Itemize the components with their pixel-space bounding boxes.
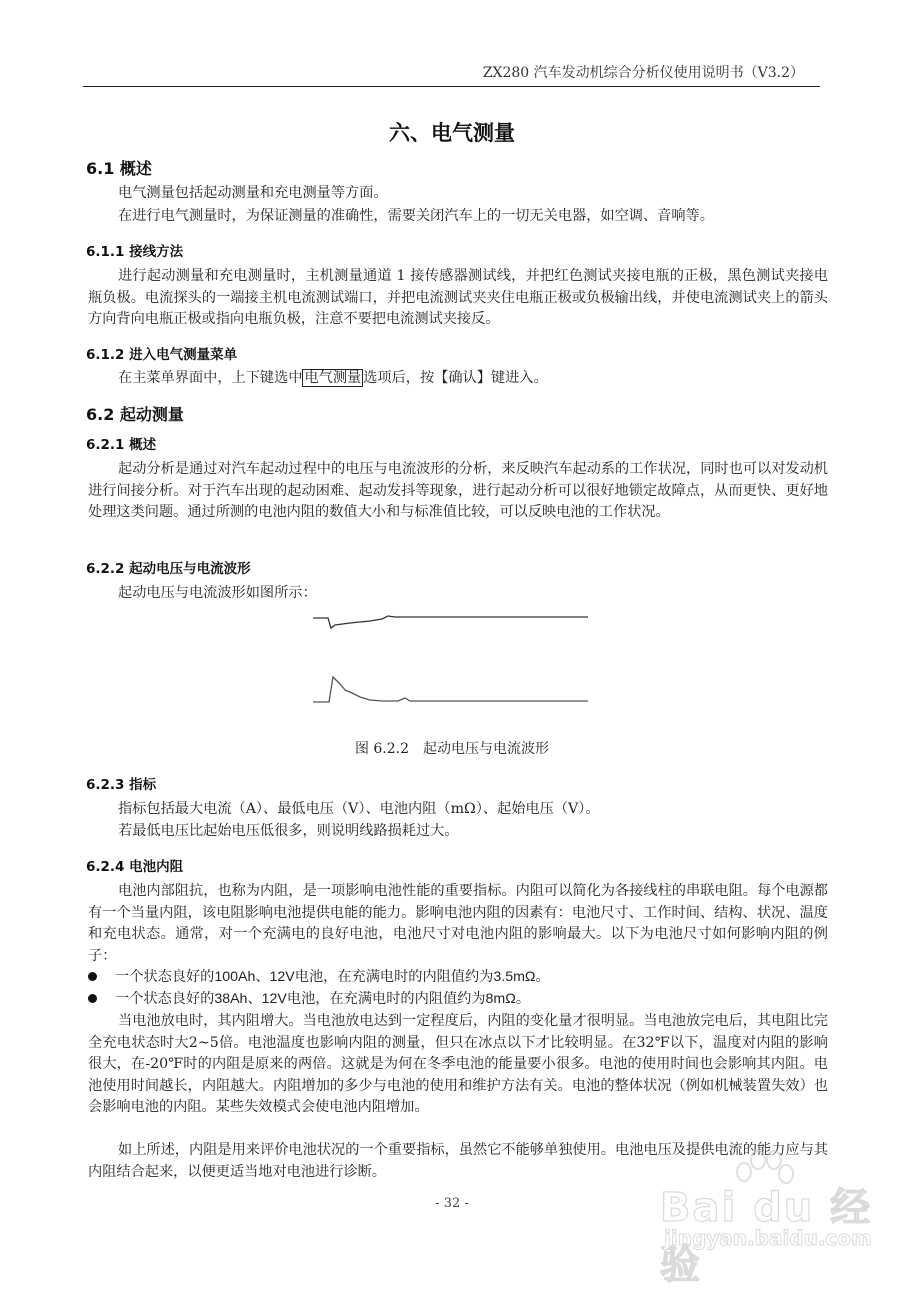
running-header: [83, 62, 820, 87]
boxed-menu-label: 电气测量: [304, 370, 362, 386]
section-heading-6-2-4: 6.2.4 电池内阻: [86, 859, 184, 875]
bullet-text: 一个状态良好的38Ah、12V电池，在充满电时的内阻值约为8mΩ。: [115, 991, 531, 1007]
figure-caption: 图 6.2.2 起动电压与电流波形: [354, 741, 550, 757]
baidu-watermark: [640, 1148, 890, 1288]
section-heading-6-1-2: 6.1.2 进入电气测量菜单: [86, 347, 238, 363]
paragraph-wiring: 进行起动测量和充电测量时，主机测量通道 1 接传感器测试线，并把红色测试夹接电瓶的正极，黑色测试夹接电瓶负极。电流探头的一端接主机电流测试端口，并把电流测试夹夹住电瓶正极或负极输出线，并使电流测试夹上的箭头方向背向电瓶正极或指向电瓶负极，注意不要把电流测试夹接反。: [88, 268, 828, 327]
section-heading-6-2-3: 6.2.3 指标: [86, 777, 157, 793]
paragraph-line: 电气测量包括起动测量和充电测量等方面。: [118, 185, 388, 201]
text-before: 在主菜单界面中，上下键选中: [118, 370, 303, 386]
text-after: 选项后，按【确认】键进入。: [363, 370, 548, 386]
paragraph-internal-resistance: 电池内部阻抗，也称为内阻，是一项影响电池性能的重要指标。内阻可以简化为各接线柱的串联电阻。每个电源都有一个当量内阻，该电阻影响电池提供电能的能力。影响电池内阻的因素有：电池尺寸、工作时间、结构、状况、温度和充电状态。通常，对一个充满电的良好电池，电池尺寸对电池内阻的影响最大。以下为电池尺寸如何影响内阻的例子：: [88, 883, 828, 964]
bullet-dot-icon: [88, 994, 97, 1003]
bullet-dot-icon: [88, 972, 97, 981]
figure-intro: 起动电压与电流波形如图所示：: [118, 585, 317, 601]
bullet-item: [88, 967, 550, 989]
waveform-figure: [300, 605, 600, 715]
page-number: - 32 -: [435, 1196, 469, 1211]
paragraph-start-analysis: 起动分析是通过对汽车起动过程中的电压与电流波形的分析，来反映汽车起动系的工作状况，同时也可以对发动机进行间接分析。对于汽车出现的起动困难、起动发抖等现象，进行起动分析可以很好地锁定故障点，从而更快、更好地处理这类问题。通过所测的电池内阻的数值大小和与标准值比较，可以反映电池的工作状况。: [88, 461, 828, 520]
section-heading-6-2-2: 6.2.2 起动电压与电流波形: [86, 561, 251, 577]
bullet-item: [88, 989, 530, 1011]
current-waveform: [313, 677, 588, 702]
paragraph-discharge: 当电池放电时，其内阻增大。当电池放电达到一定程度后，内阻的变化量才很明显。当电池放完电后，其电阻比完全充电状态时大2~5倍。电池温度也影响内阻的测量，但只在冰点以下才比较明显。在32℉以下，温度对内阻的影响很大，在-20℉时的内阻是原来的两倍。这就是为何在冬季电池的能量要小很多。电池的使用时间也会影响其内阻。电池使用时间越长，内阻越大。内阻增加的多少与电池的使用和维护方法有关。电池的整体状况（例如机械装置失效）也会影响电池的内阻。某些失效模式会使电池内阻增加。: [88, 1013, 828, 1115]
section-heading-6-2-1: 6.2.1 概述: [86, 437, 157, 453]
chapter-title: 六、电气测量: [389, 121, 515, 145]
paragraph-enter-menu: [118, 368, 548, 390]
paragraph-line: 指标包括最大电流（A）、最低电压（V）、电池内阻（mΩ）、起始电压（V）。: [118, 801, 600, 817]
paragraph-line: 在进行电气测量时，为保证测量的准确性，需要关闭汽车上的一切无关电器，如空调、音响等。: [118, 208, 714, 224]
section-heading-6-1-1: 6.1.1 接线方法: [86, 244, 184, 260]
watermark-logo: Bai du 经验: [660, 1185, 873, 1288]
section-heading-6-1: 6.1 概述: [86, 159, 152, 178]
section-heading-6-2: 6.2 起动测量: [86, 405, 184, 424]
paragraph-summary: 如上所述，内阻是用来评价电池状况的一个重要指标，虽然它不能够单独使用。电池电压及提供电流的能力应与其内阻结合起来，以便更适当地对电池进行诊断。: [88, 1142, 828, 1180]
watermark-url: jingyan.baidu.com: [664, 1226, 872, 1250]
paragraph-line: 若最低电压比起始电压低很多，则说明线路损耗过大。: [118, 823, 459, 839]
voltage-waveform: [313, 616, 588, 628]
bullet-text: 一个状态良好的100Ah、12V电池，在充满电时的内阻值约为3.5mΩ。: [115, 969, 550, 985]
header-title: ZX280 汽车发动机综合分析仪使用说明书（V3.2）: [482, 65, 804, 81]
